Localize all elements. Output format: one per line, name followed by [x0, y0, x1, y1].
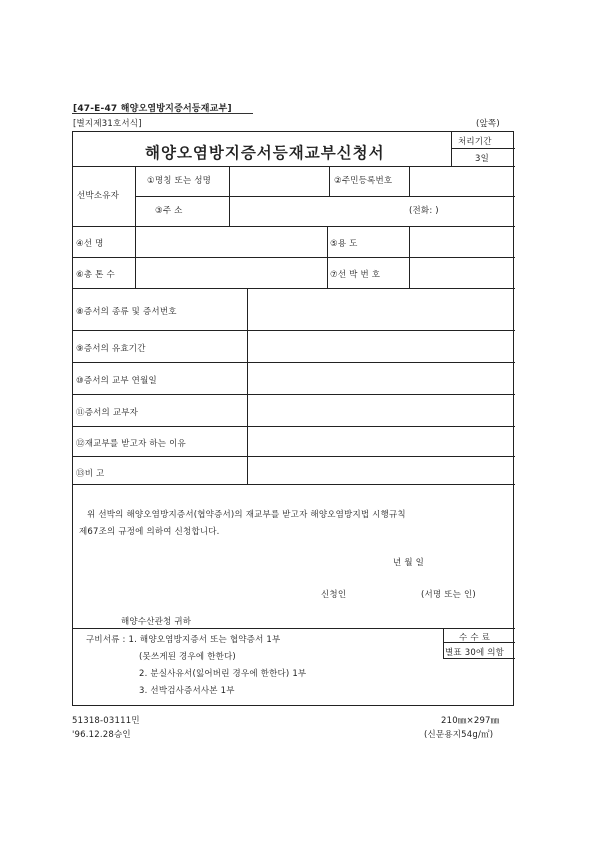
col-line: [329, 166, 330, 196]
tonnage-label: ⑥총 톤 수: [76, 270, 115, 280]
resident-id-label: ②주민등록번호: [334, 176, 393, 186]
ship-use-field[interactable]: [411, 228, 513, 254]
row-line: [73, 394, 515, 395]
paper-type: (신문용지54g/㎡): [424, 730, 494, 740]
recipient-label: 해양수산관청 귀하: [121, 617, 192, 627]
address-label: ③주 소: [155, 206, 183, 216]
ship-use-label: ⑤용 도: [330, 239, 358, 249]
row-line: [73, 166, 515, 167]
applicant-field[interactable]: [353, 584, 417, 598]
cert-issuer-label: ⑪증서의 교부자: [76, 408, 139, 418]
paper-size: 210㎜×297㎜: [441, 716, 500, 726]
application-form: [72, 131, 514, 706]
remarks-field[interactable]: [249, 458, 513, 482]
application-date: 년 월 일: [393, 558, 425, 568]
cert-validity-label: ⑨증서의 유효기간: [76, 344, 146, 354]
remarks-label: ⑬비 고: [76, 469, 105, 479]
reissue-reason-field[interactable]: [249, 428, 513, 454]
fee-value: 별표 30에 의함: [445, 648, 505, 658]
form-number: [별지제31호서식]: [73, 119, 142, 129]
owner-name-label: ①명칭 또는 성명: [147, 176, 212, 186]
cert-issuer-field[interactable]: [249, 396, 513, 424]
header-underline: [72, 113, 253, 114]
cert-issue-date-field[interactable]: [249, 364, 513, 392]
row-line: [73, 226, 515, 227]
row-line: [73, 257, 515, 258]
cert-type-label: ⑧증서의 종류 및 증서번호: [76, 307, 177, 317]
tonnage-field[interactable]: [137, 259, 325, 286]
signature-label: (서명 또는 인): [421, 590, 476, 600]
statement-line-1: 위 선박의 해양오염방지증서(협약증서)의 재교부를 받고자 해양오염방지법 시행규칙: [87, 510, 406, 520]
cert-type-field[interactable]: [249, 290, 513, 328]
row-line: [73, 456, 515, 457]
footer-code: 51318-03111민: [72, 716, 140, 726]
page-side-label: (앞쪽): [476, 119, 500, 129]
processing-period-label: 처리기간: [458, 137, 492, 147]
owner-label: 선박소유자: [77, 191, 120, 201]
fee-divider: [443, 628, 444, 658]
row-line: [135, 196, 515, 197]
resident-id-field[interactable]: [411, 168, 513, 194]
form-title: 해양오염방지증서등재교부신청서: [145, 144, 385, 162]
col-line: [247, 288, 248, 484]
ship-name-label: ④선 명: [76, 239, 104, 249]
cert-issue-date-label: ⑩증서의 교부 연월일: [76, 376, 157, 386]
ship-number-field[interactable]: [411, 259, 513, 286]
row-line: [73, 628, 515, 629]
row-line: [73, 484, 515, 485]
attachment-item-3: 3. 선박검사증서사본 1부: [139, 686, 235, 696]
fee-label: 수 수 료: [459, 633, 491, 643]
row-line: [73, 288, 515, 289]
col-line: [409, 166, 410, 196]
attachment-item-1: 구비서류 : 1. 해양오염방지증서 또는 협약증서 1부: [86, 635, 281, 645]
processing-divider-h: [451, 148, 515, 149]
processing-divider: [451, 132, 452, 166]
reissue-reason-label: ⑫재교부를 받고자 하는 이유: [76, 439, 186, 449]
form-code-header: [47-E-47 해양오염방지증서등재교부]: [73, 104, 232, 114]
phone-label: (전화: ): [409, 206, 439, 216]
footer-approval: '96.12.28승인: [72, 730, 131, 740]
row-line: [73, 426, 515, 427]
ship-number-label: ⑦선 박 번 호: [330, 270, 381, 280]
row-line: [73, 330, 515, 331]
applicant-label: 신청인: [321, 590, 347, 600]
ship-name-field[interactable]: [137, 228, 325, 254]
attachment-item-2: 2. 분실사유서(잃어버린 경우에 한한다) 1부: [139, 669, 307, 679]
address-field[interactable]: [231, 198, 411, 224]
attachment-item-1-note: (못쓰게된 경우에 한한다): [139, 652, 236, 662]
processing-period-value: 3일: [475, 154, 490, 164]
cert-validity-field[interactable]: [249, 332, 513, 360]
owner-name-field[interactable]: [231, 168, 327, 190]
row-line: [73, 362, 515, 363]
fee-divider-bottom: [443, 658, 515, 659]
statement-line-2: 제67조의 규정에 의하여 신청합니다.: [79, 527, 220, 537]
